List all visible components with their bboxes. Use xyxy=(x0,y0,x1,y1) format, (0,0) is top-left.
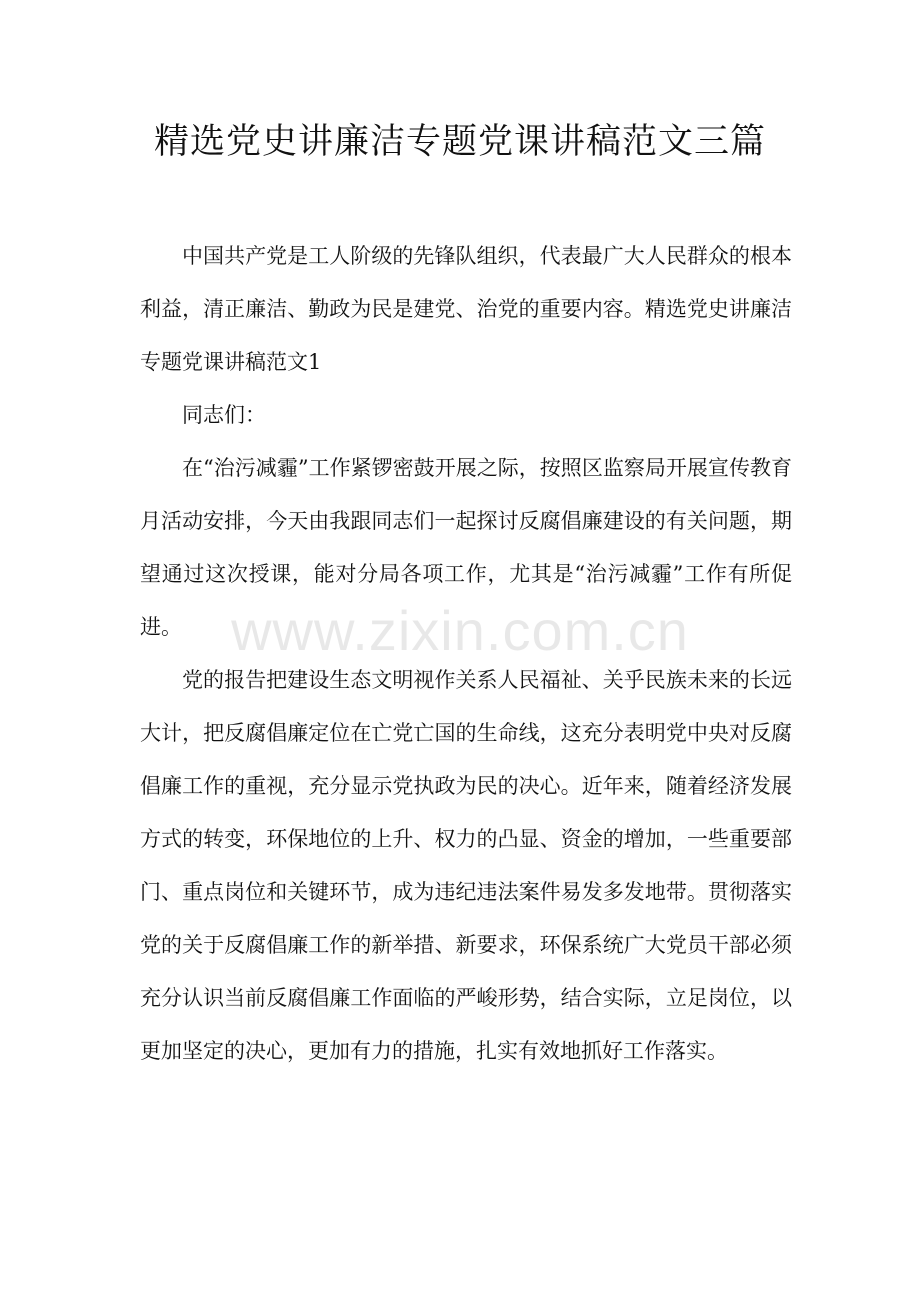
paragraph-main: 党的报告把建设生态文明视作关系人民福祉、关乎民族未来的长远大计，把反腐倡廉定位在亡党亡国的生命线，这充分表明党中央对反腐倡廉工作的重视，充分显示党执政为民的决心。近年来，随着经济发展方式的转变，环保地位的上升、权力的凸显、资金的增加，一些重要部门、重点岗位和关键环节，成为违纪违法案件易发多发地带。贯彻落实党的关于反腐倡廉工作的新举措、新要求，环保系统广大党员干部必须充分认识当前反腐倡廉工作面临的严峻形势，结合实际，立足岗位，以更加坚定的决心，更加有力的措施，扎实有效地抓好工作落实。 xyxy=(140,668,792,1063)
document-body xyxy=(140,230,792,1078)
watermark-text: www.zixin.com.cn xyxy=(231,599,689,662)
paragraph-context: 在“治污减霾”工作紧锣密鼓开展之际，按照区监察局开展宣传教育月活动安排，今天由我跟同志们一起探讨反腐倡廉建设的有关问题，期望通过这次授课，能对分局各项工作，尤其是“治污减霾”工作有所促进。 xyxy=(140,456,792,639)
paragraph-salutation: 同志们： xyxy=(182,403,266,427)
paragraph-intro: 中国共产党是工人阶级的先锋队组织，代表最广大人民群众的根本利益，清正廉洁、勤政为民是建党、治党的重要内容。精选党史讲廉洁专题党课讲稿范文1 xyxy=(140,244,792,374)
document-title: 精选党史讲廉洁专题党课讲稿范文三篇 xyxy=(153,122,766,162)
